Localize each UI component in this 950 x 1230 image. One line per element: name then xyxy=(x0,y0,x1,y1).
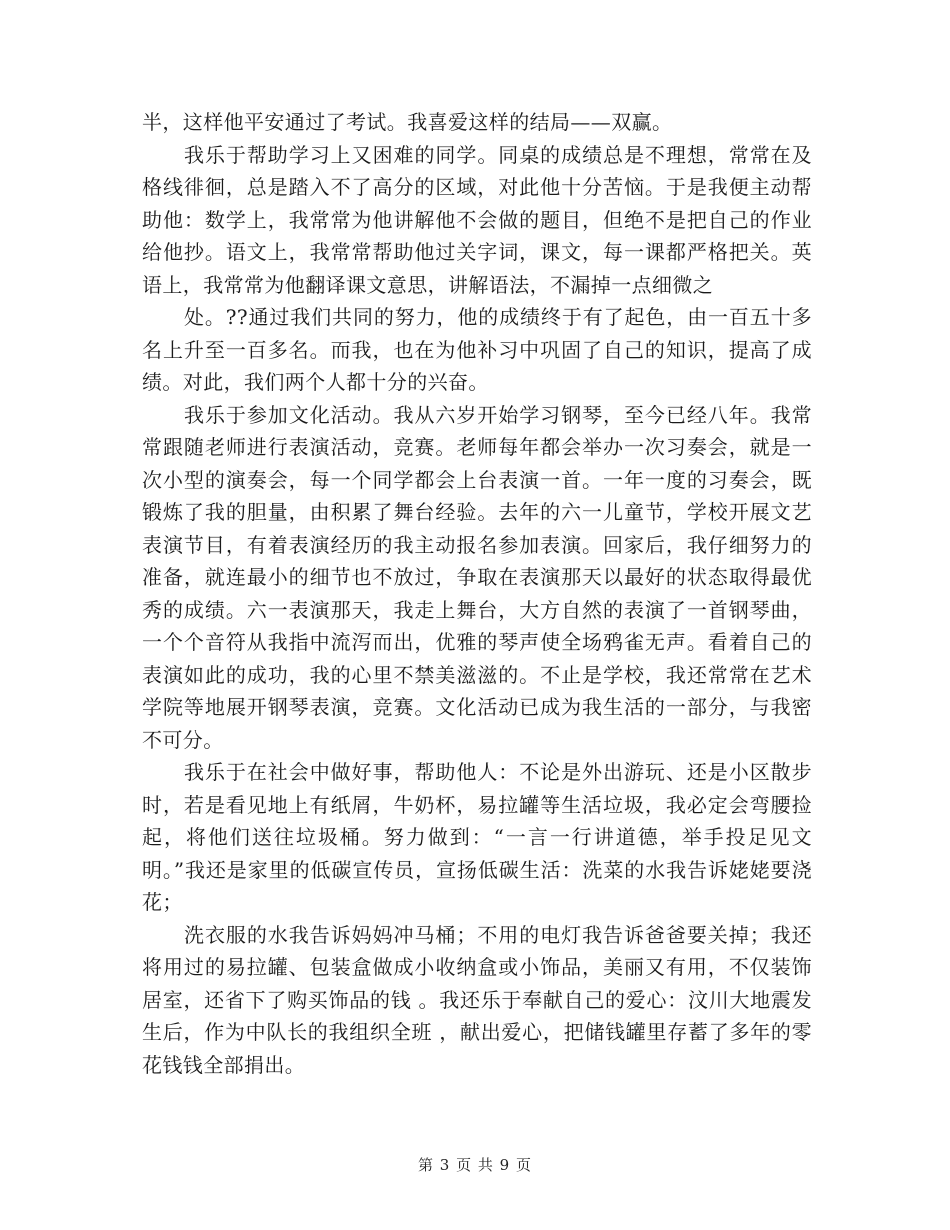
paragraph-4: 我乐于参加文化活动。我从六岁开始学习钢琴，至今已经八年。我常常跟随老师进行表演活动，竞赛。老师每年都会举办一次习奏会，就是一次小型的演奏会，每一个同学都会上台表演一首。一年一度的习奏会，既锻炼了我的胆量，由积累了舞台经验。去年的六一儿童节，学校开展文艺表演节目，有着表演经历的我主动报名参加表演。回家后，我仔细努力的准备，就连最小的细节也不放过，争取在表演那天以最好的状态取得最优秀的成绩。六一表演那天，我走上舞台，大方自然的表演了一首钢琴曲，一个个音符从我指中流泻而出，优雅的琴声使全场鸦雀无声。看着自己的表演如此的成功，我的心里不禁美滋滋的。不止是学校，我还常常在艺术学院等地展开钢琴表演，竞赛。文化活动已成为我生活的一部分，与我密不可分。 xyxy=(142,402,812,752)
paragraph-5: 我乐于在社会中做好事，帮助他人：不论是外出游玩、还是小区散步时，若是看见地上有纸屑，牛奶杯，易拉罐等生活垃圾，我必定会弯腰捡起，将他们送往垃圾桶。努力做到：“一言一行讲道德，举手投足见文明。”我还是家里的低碳宣传员，宣扬低碳生活：洗菜的水我告诉姥姥要浇花； xyxy=(142,760,812,914)
paragraph-6: 洗衣服的水我告诉妈妈冲马桶；不用的电灯我告诉爸爸要关掉；我还将用过的易拉罐、包装盒做成小收纳盒或小饰品，美丽又有用，不仅装饰居室，还省下了购买饰品的钱 。我还乐于奉献自己的爱心：汶川大地震发生后，作为中队长的我组织全班 ，献出爱心，把储钱罐里存蓄了多年的零花钱钱全部捐出。 xyxy=(142,922,812,1077)
document-body xyxy=(142,106,812,1081)
page-number-footer: 第 3 页 共 9 页 xyxy=(418,1156,532,1174)
paragraph-2: 我乐于帮助学习上又困难的同学。同桌的成绩总是不理想，常常在及格线徘徊，总是踏入不了高分的区域，对此他十分苦恼。于是我便主动帮助他：数学上，我常常为他讲解他不会做的题目，但绝不是把自己的作业给他抄。语文上，我常常帮助他过关字词，课文，每一课都严格把关。英语上，我常常为他翻译课文意思，讲解语法，不漏掉一点细微之 xyxy=(142,142,812,297)
paragraph-1: 半，这样他平安通过了考试。我喜爱这样的结局——双赢。 xyxy=(142,110,673,134)
paragraph-3: 处。??通过我们共同的努力，他的成绩终于有了起色，由一百五十多名上升至一百多名。而我，也在为他补习中巩固了自己的知识，提高了成绩。对此，我们两个人都十分的兴奋。 xyxy=(142,305,812,394)
